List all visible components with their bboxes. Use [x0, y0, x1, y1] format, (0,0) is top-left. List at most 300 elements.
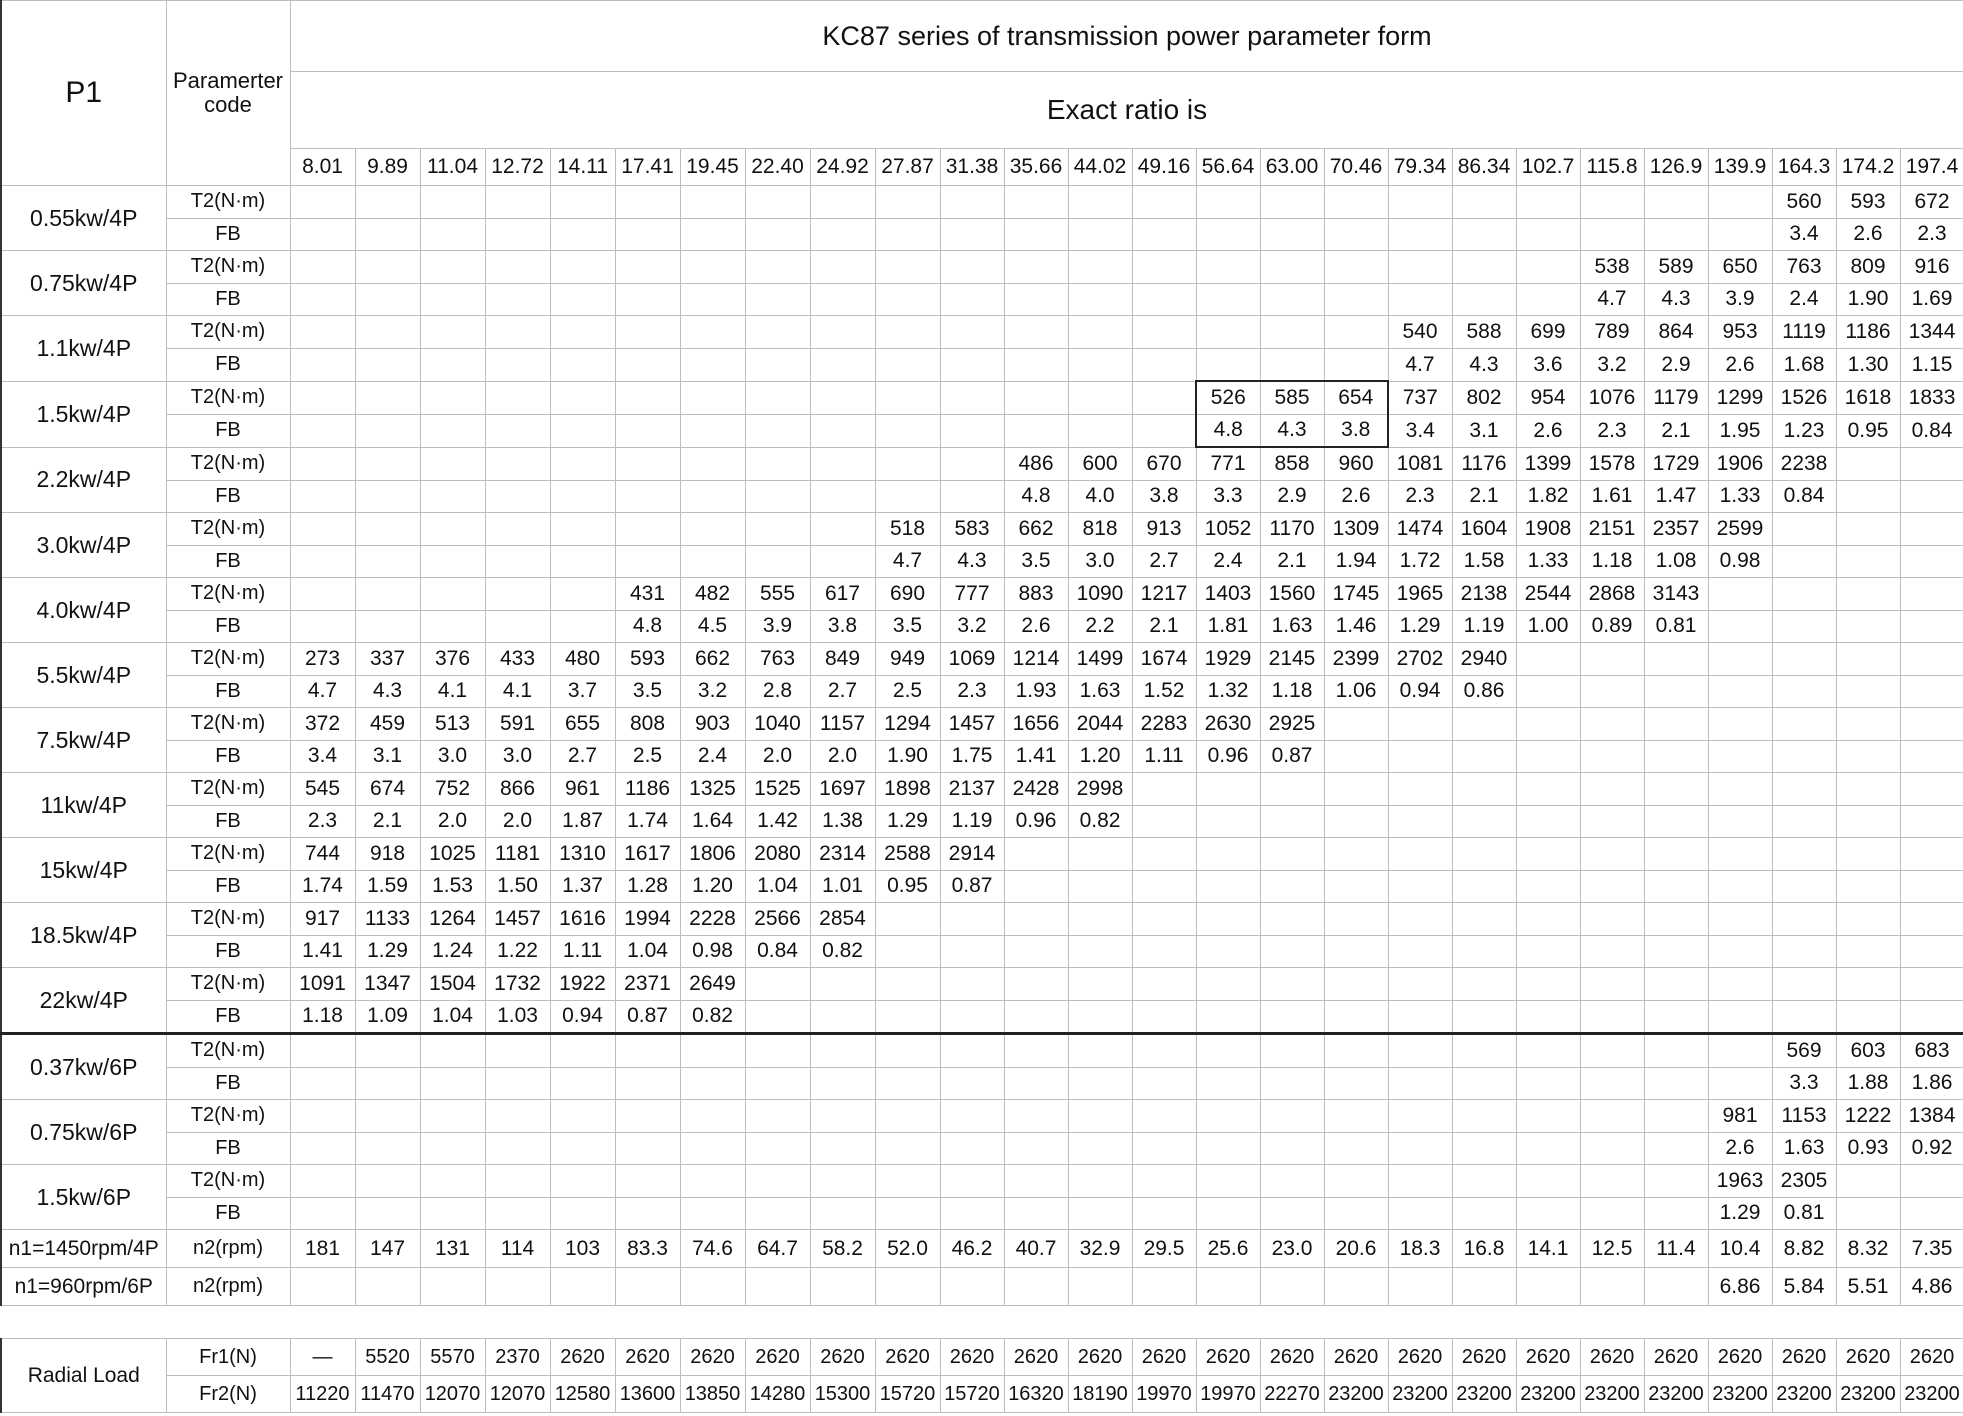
service-factor-cell	[615, 1197, 680, 1230]
service-factor-cell: 1.63	[1772, 1132, 1836, 1165]
torque-cell: 1081	[1388, 447, 1452, 480]
service-factor-cell: 1.86	[1900, 1067, 1963, 1100]
torque-cell: 2914	[940, 838, 1004, 871]
output-speed-cell	[1324, 1268, 1388, 1306]
torque-cell: 1025	[420, 838, 485, 871]
service-factor-cell	[1516, 675, 1580, 708]
service-factor-cell	[290, 1197, 355, 1230]
radial-load-cell: 22270	[1260, 1376, 1324, 1413]
torque-cell: 913	[1132, 513, 1196, 546]
torque-cell	[1132, 316, 1196, 349]
power-label: 0.55kw/4P	[1, 186, 166, 251]
service-factor-cell: 1.01	[810, 870, 875, 903]
torque-cell	[1644, 903, 1708, 936]
ratio-header: 86.34	[1452, 149, 1516, 186]
torque-cell	[1324, 903, 1388, 936]
torque-cell	[1708, 1034, 1772, 1068]
torque-cell	[1644, 838, 1708, 871]
torque-cell: 1965	[1388, 578, 1452, 611]
service-factor-cell	[1388, 740, 1452, 773]
service-factor-cell: 3.4	[1772, 218, 1836, 251]
service-factor-cell: 3.2	[1580, 348, 1644, 381]
table-row	[1, 480, 1963, 513]
torque-cell: 1604	[1452, 513, 1516, 546]
torque-cell	[1580, 708, 1644, 741]
service-factor-cell	[420, 283, 485, 316]
service-factor-cell	[810, 348, 875, 381]
service-factor-cell: 1.19	[940, 805, 1004, 838]
service-factor-cell: 0.95	[875, 870, 940, 903]
torque-cell	[1516, 903, 1580, 936]
service-factor-cell: 1.68	[1772, 348, 1836, 381]
torque-cell	[1836, 578, 1900, 611]
torque-cell	[1132, 838, 1196, 871]
service-factor-cell	[1516, 935, 1580, 968]
service-factor-cell	[290, 218, 355, 251]
service-factor-cell: 3.4	[290, 740, 355, 773]
service-factor-cell	[1324, 1197, 1388, 1230]
service-factor-cell	[1068, 283, 1132, 316]
service-factor-cell: 1.53	[420, 870, 485, 903]
torque-cell	[355, 381, 420, 414]
torque-cell: 1294	[875, 708, 940, 741]
torque-cell	[355, 186, 420, 219]
service-factor-cell	[1068, 1197, 1132, 1230]
torque-cell	[290, 513, 355, 546]
torque-cell: 916	[1900, 251, 1963, 284]
power-label: 4.0kw/4P	[1, 578, 166, 643]
service-factor-cell	[1708, 675, 1772, 708]
service-factor-cell	[1324, 348, 1388, 381]
service-factor-cell: 4.1	[485, 675, 550, 708]
service-factor-cell: 2.0	[745, 740, 810, 773]
table-title: KC87 series of transmission power parameter form	[290, 1, 1963, 72]
torque-cell: 1745	[1324, 578, 1388, 611]
torque-cell	[420, 251, 485, 284]
service-factor-cell	[1260, 1197, 1324, 1230]
service-factor-cell: 4.3	[1260, 414, 1324, 447]
service-factor-cell	[1772, 545, 1836, 578]
torque-cell	[355, 1034, 420, 1068]
torque-cell	[1388, 708, 1452, 741]
torque-cell: 482	[680, 578, 745, 611]
torque-cell	[1324, 1034, 1388, 1068]
service-factor-cell	[1580, 218, 1644, 251]
torque-cell	[355, 251, 420, 284]
table-row	[1, 447, 1963, 480]
torque-cell	[1388, 968, 1452, 1001]
table-row	[1, 643, 1963, 676]
torque-cell	[1708, 186, 1772, 219]
table-row	[1, 1165, 1963, 1198]
torque-cell	[615, 1034, 680, 1068]
radial-load-cell: 2620	[1068, 1339, 1132, 1376]
service-factor-cell	[1068, 1067, 1132, 1100]
output-speed-cell	[810, 1268, 875, 1306]
torque-cell	[1004, 1100, 1068, 1133]
service-factor-cell	[1644, 1067, 1708, 1100]
service-factor-cell: 3.5	[615, 675, 680, 708]
service-factor-cell: 1.94	[1324, 545, 1388, 578]
torque-cell: 1474	[1388, 513, 1452, 546]
service-factor-cell	[1260, 870, 1324, 903]
service-factor-cell	[1708, 1067, 1772, 1100]
torque-cell: 1040	[745, 708, 810, 741]
ratio-header: 44.02	[1068, 149, 1132, 186]
torque-cell	[1452, 838, 1516, 871]
service-factor-cell: 0.82	[680, 1000, 745, 1034]
torque-cell	[875, 251, 940, 284]
service-factor-cell: 2.5	[615, 740, 680, 773]
service-factor-cell	[1068, 414, 1132, 447]
table-row	[1, 251, 1963, 284]
service-factor-cell: 0.92	[1900, 1132, 1963, 1165]
service-factor-cell: 1.08	[1644, 545, 1708, 578]
torque-cell	[1452, 1100, 1516, 1133]
service-factor-cell	[680, 1067, 745, 1100]
torque-cell: 737	[1388, 381, 1452, 414]
torque-cell	[1900, 447, 1963, 480]
service-factor-cell	[1900, 1197, 1963, 1230]
radial-load-table	[0, 1338, 1963, 1413]
service-factor-cell: 0.81	[1644, 610, 1708, 643]
service-factor-cell: 2.7	[1132, 545, 1196, 578]
torque-cell	[1388, 1165, 1452, 1198]
torque-cell	[1068, 1100, 1132, 1133]
torque-cell	[1068, 381, 1132, 414]
service-factor-cell	[1068, 935, 1132, 968]
service-factor-cell	[420, 610, 485, 643]
parameter-code-header: Paramerter code	[166, 1, 290, 186]
torque-cell	[1196, 903, 1260, 936]
radial-load-cell: 2620	[1580, 1339, 1644, 1376]
service-factor-cell	[615, 480, 680, 513]
radial-load-cell: 2620	[1900, 1339, 1963, 1376]
ratio-header: 12.72	[485, 149, 550, 186]
output-speed-cell: 20.6	[1324, 1230, 1388, 1268]
service-factor-cell	[875, 1197, 940, 1230]
table-row	[1, 870, 1963, 903]
torque-cell	[1644, 968, 1708, 1001]
radial-load-cell: 2620	[810, 1339, 875, 1376]
service-factor-cell	[745, 1197, 810, 1230]
output-speed-cell: 8.82	[1772, 1230, 1836, 1268]
radial-load-cell: 5570	[420, 1339, 485, 1376]
service-factor-cell	[420, 1197, 485, 1230]
service-factor-cell: 1.47	[1644, 480, 1708, 513]
torque-cell: 1090	[1068, 578, 1132, 611]
service-factor-cell	[1388, 805, 1452, 838]
torque-cell: 1403	[1196, 578, 1260, 611]
service-factor-cell: 2.1	[1452, 480, 1516, 513]
service-factor-cell	[485, 545, 550, 578]
torque-cell: 337	[355, 643, 420, 676]
service-factor-cell	[355, 1067, 420, 1100]
service-factor-cell: 3.5	[1004, 545, 1068, 578]
service-factor-cell	[1580, 675, 1644, 708]
service-factor-cell: 1.29	[355, 935, 420, 968]
torque-cell	[940, 186, 1004, 219]
service-factor-cell	[1772, 935, 1836, 968]
radial-load-cell: 13600	[615, 1376, 680, 1413]
power-label: 18.5kw/4P	[1, 903, 166, 968]
torque-cell: 2599	[1708, 513, 1772, 546]
service-factor-cell	[420, 414, 485, 447]
service-factor-cell	[1708, 740, 1772, 773]
service-factor-cell	[1132, 414, 1196, 447]
service-factor-cell	[940, 1067, 1004, 1100]
service-factor-cell	[1388, 1197, 1452, 1230]
ratio-header: 56.64	[1196, 149, 1260, 186]
torque-cell	[1324, 708, 1388, 741]
torque-cell	[1708, 643, 1772, 676]
service-factor-cell: 1.15	[1900, 348, 1963, 381]
service-factor-cell: 3.0	[1068, 545, 1132, 578]
torque-cell	[615, 316, 680, 349]
torque-cell: 2925	[1260, 708, 1324, 741]
service-factor-cell: 3.8	[1324, 414, 1388, 447]
torque-cell	[615, 1100, 680, 1133]
torque-cell: 650	[1708, 251, 1772, 284]
torque-cell	[1260, 968, 1324, 1001]
service-factor-cell	[940, 1197, 1004, 1230]
torque-cell	[810, 316, 875, 349]
power-label: 0.75kw/6P	[1, 1100, 166, 1165]
torque-cell: 917	[290, 903, 355, 936]
service-factor-cell	[485, 218, 550, 251]
service-factor-cell: 3.3	[1772, 1067, 1836, 1100]
torque-cell	[1836, 838, 1900, 871]
service-factor-cell	[1196, 283, 1260, 316]
torque-cell: 2357	[1644, 513, 1708, 546]
output-speed-cell	[420, 1268, 485, 1306]
torque-cell: 433	[485, 643, 550, 676]
table-row	[1, 348, 1963, 381]
torque-cell: 1697	[810, 773, 875, 806]
torque-cell	[1516, 708, 1580, 741]
torque-cell	[1900, 708, 1963, 741]
service-factor-cell: 2.3	[940, 675, 1004, 708]
service-factor-cell	[1004, 414, 1068, 447]
torque-cell: 555	[745, 578, 810, 611]
service-factor-cell	[1836, 1000, 1900, 1034]
ratio-header: 63.00	[1260, 149, 1324, 186]
torque-cell	[550, 447, 615, 480]
service-factor-cell	[550, 545, 615, 578]
torque-cell	[355, 1165, 420, 1198]
radial-load-cell: 23200	[1708, 1376, 1772, 1413]
output-speed-cell	[1196, 1268, 1260, 1306]
torque-cell: 526	[1196, 381, 1260, 414]
service-factor-cell	[680, 545, 745, 578]
table-row	[1, 610, 1963, 643]
torque-cell: 849	[810, 643, 875, 676]
service-factor-cell	[1644, 805, 1708, 838]
fb-code-label: FB	[166, 414, 290, 447]
torque-cell	[1196, 968, 1260, 1001]
radial-load-cell: 5520	[355, 1339, 420, 1376]
output-speed-cell: 5.51	[1836, 1268, 1900, 1306]
service-factor-cell: 1.90	[1836, 283, 1900, 316]
torque-cell: 1222	[1836, 1100, 1900, 1133]
output-speed-cell: 83.3	[615, 1230, 680, 1268]
torque-cell	[1708, 903, 1772, 936]
service-factor-cell	[485, 414, 550, 447]
torque-cell	[1516, 1165, 1580, 1198]
service-factor-cell: 2.7	[550, 740, 615, 773]
service-factor-cell: 4.7	[875, 545, 940, 578]
service-factor-cell: 1.29	[875, 805, 940, 838]
service-factor-cell	[875, 1132, 940, 1165]
torque-cell	[1516, 643, 1580, 676]
service-factor-cell: 1.90	[875, 740, 940, 773]
torque-cell: 699	[1516, 316, 1580, 349]
service-factor-cell	[1772, 740, 1836, 773]
service-factor-cell: 1.11	[550, 935, 615, 968]
service-factor-cell	[1196, 805, 1260, 838]
torque-cell	[1260, 773, 1324, 806]
service-factor-cell	[1068, 348, 1132, 381]
radial-load-cell: 2620	[940, 1339, 1004, 1376]
service-factor-cell	[875, 1067, 940, 1100]
torque-cell	[1004, 186, 1068, 219]
service-factor-cell	[1516, 1132, 1580, 1165]
output-speed-cell	[1644, 1268, 1708, 1306]
torque-cell: 1299	[1708, 381, 1772, 414]
torque-cell: 540	[1388, 316, 1452, 349]
radial-load-cell: 2620	[1452, 1339, 1516, 1376]
service-factor-cell: 1.22	[485, 935, 550, 968]
radial-load-cell: 12580	[550, 1376, 615, 1413]
service-factor-cell: 1.32	[1196, 675, 1260, 708]
torque-cell	[355, 578, 420, 611]
torque-cell: 674	[355, 773, 420, 806]
service-factor-cell	[1580, 870, 1644, 903]
torque-cell	[1644, 1100, 1708, 1133]
radial-load-cell: 23200	[1900, 1376, 1963, 1413]
service-factor-cell	[1260, 348, 1324, 381]
torque-cell	[1516, 773, 1580, 806]
ratio-row	[1, 149, 1963, 186]
radial-load-row	[1, 1339, 1963, 1376]
torque-cell	[1516, 1034, 1580, 1068]
torque-cell	[1452, 251, 1516, 284]
radial-load-cell: 15720	[940, 1376, 1004, 1413]
service-factor-cell: 4.7	[290, 675, 355, 708]
torque-cell: 1069	[940, 643, 1004, 676]
torque-cell	[615, 447, 680, 480]
torque-cell: 1906	[1708, 447, 1772, 480]
fb-code-label: FB	[166, 935, 290, 968]
service-factor-cell: 3.0	[485, 740, 550, 773]
torque-cell	[1772, 643, 1836, 676]
torque-cell	[1132, 903, 1196, 936]
service-factor-cell	[1004, 348, 1068, 381]
torque-cell	[420, 1100, 485, 1133]
service-factor-cell: 2.8	[745, 675, 810, 708]
service-factor-cell	[875, 218, 940, 251]
service-factor-cell: 0.96	[1196, 740, 1260, 773]
service-factor-cell: 0.89	[1580, 610, 1644, 643]
service-factor-cell	[1004, 283, 1068, 316]
service-factor-cell: 2.1	[1260, 545, 1324, 578]
ratio-header: 14.11	[550, 149, 615, 186]
torque-cell	[1068, 316, 1132, 349]
fb-code-label: FB	[166, 283, 290, 316]
torque-cell	[1900, 773, 1963, 806]
torque-cell: 2588	[875, 838, 940, 871]
ratio-caption: Exact ratio is	[290, 72, 1963, 149]
service-factor-cell: 0.86	[1452, 675, 1516, 708]
torque-cell	[1132, 1034, 1196, 1068]
service-factor-cell	[1196, 1000, 1260, 1034]
service-factor-cell	[810, 1067, 875, 1100]
service-factor-cell: 4.1	[420, 675, 485, 708]
torque-cell: 1833	[1900, 381, 1963, 414]
service-factor-cell	[615, 545, 680, 578]
service-factor-cell: 2.3	[1580, 414, 1644, 447]
torque-cell: 1052	[1196, 513, 1260, 546]
service-factor-cell	[810, 1000, 875, 1034]
torque-cell	[485, 1034, 550, 1068]
radial-load-cell: 14280	[745, 1376, 810, 1413]
service-factor-cell	[1196, 348, 1260, 381]
service-factor-cell	[1004, 1067, 1068, 1100]
service-factor-cell	[420, 545, 485, 578]
table-row	[1, 1000, 1963, 1034]
output-speed-cell: 40.7	[1004, 1230, 1068, 1268]
service-factor-cell	[420, 348, 485, 381]
output-speed-cell	[550, 1268, 615, 1306]
speed-label: n1=960rpm/6P	[1, 1268, 166, 1306]
torque-cell	[485, 316, 550, 349]
torque-cell: 1214	[1004, 643, 1068, 676]
torque-cell	[1068, 838, 1132, 871]
torque-cell: 654	[1324, 381, 1388, 414]
torque-cell: 583	[940, 513, 1004, 546]
torque-cell: 2868	[1580, 578, 1644, 611]
torque-cell	[1068, 968, 1132, 1001]
torque-cell: 744	[290, 838, 355, 871]
table-row	[1, 968, 1963, 1001]
torque-cell: 2630	[1196, 708, 1260, 741]
torque-cell	[940, 1034, 1004, 1068]
service-factor-cell: 1.37	[550, 870, 615, 903]
torque-cell	[355, 316, 420, 349]
service-factor-cell: 1.30	[1836, 348, 1900, 381]
torque-cell	[810, 1034, 875, 1068]
service-factor-cell	[1388, 870, 1452, 903]
service-factor-cell: 1.74	[615, 805, 680, 838]
radial-load-cell: 2620	[1196, 1339, 1260, 1376]
torque-cell	[1516, 838, 1580, 871]
torque-cell	[1324, 968, 1388, 1001]
torque-cell	[875, 447, 940, 480]
torque-cell	[1644, 186, 1708, 219]
ratio-header: 102.7	[1516, 149, 1580, 186]
torque-cell	[290, 316, 355, 349]
service-factor-cell	[485, 1132, 550, 1165]
torque-cell	[1580, 186, 1644, 219]
service-factor-cell: 3.1	[1452, 414, 1516, 447]
power-label: 1.5kw/6P	[1, 1165, 166, 1230]
torque-cell	[745, 1100, 810, 1133]
torque-cell: 538	[1580, 251, 1644, 284]
torque-cell	[1260, 251, 1324, 284]
service-factor-cell: 4.3	[1452, 348, 1516, 381]
service-factor-cell: 3.8	[1132, 480, 1196, 513]
service-factor-cell	[680, 348, 745, 381]
